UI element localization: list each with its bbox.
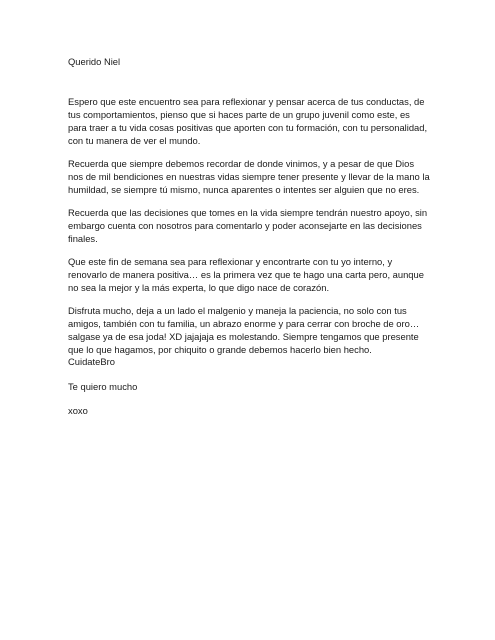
letter-greeting: Querido Niel (68, 56, 121, 67)
letter-closing (68, 356, 137, 430)
letter-body (68, 95, 430, 366)
paragraph-5: Disfruta mucho, deja a un lado el malgenio y maneja la paciencia, no solo con tus amigos, también con tu familia, un abrazo enorme y para cerrar con broche de oro…salgase ya de esa joda! XD jajajaja es molestando. Siempre tengamos que presente que lo que hagamos, por chiquito o grande debemos hacerlo bien hecho. (68, 305, 420, 355)
paragraph-2: Recuerda que siempre debemos recordar de donde vinimos, y a pesar de que Dios nos de mil bendiciones en nuestras vidas siempre tener presente y llevar de la mano la humildad, se siempre tú mismo, nunca aparentes o intentes ser alguien que no eres. (68, 158, 430, 195)
paragraph-4: Que este fin de semana sea para reflexionar y encontrarte con tu yo interno, y renovarlo de manera positiva… es la primera vez que te hago una carta pero, aunque no sea la mejor y la más experta, lo que digo nace de corazón. (68, 256, 424, 293)
closing-line-xoxo: xoxo (68, 405, 88, 416)
paragraph-3: Recuerda que las decisiones que tomes en la vida siempre tendrán nuestro apoyo, sin embargo cuenta con nosotros para comentarlo y poder aconsejarte en las decisiones finales. (68, 207, 428, 244)
closing-line-signoff: CuidateBro (68, 356, 115, 367)
closing-line-love: Te quiero mucho (68, 380, 138, 392)
paragraph-1: Espero que este encuentro sea para reflexionar y pensar acerca de tus conductas, de tus comportamientos, pienso que si haces parte de un grupo juvenil como este, es para traer a tu vida cosas positivas que aporten con tu formación, con tu personalidad, con tu manera de ver el mundo. (68, 96, 428, 146)
